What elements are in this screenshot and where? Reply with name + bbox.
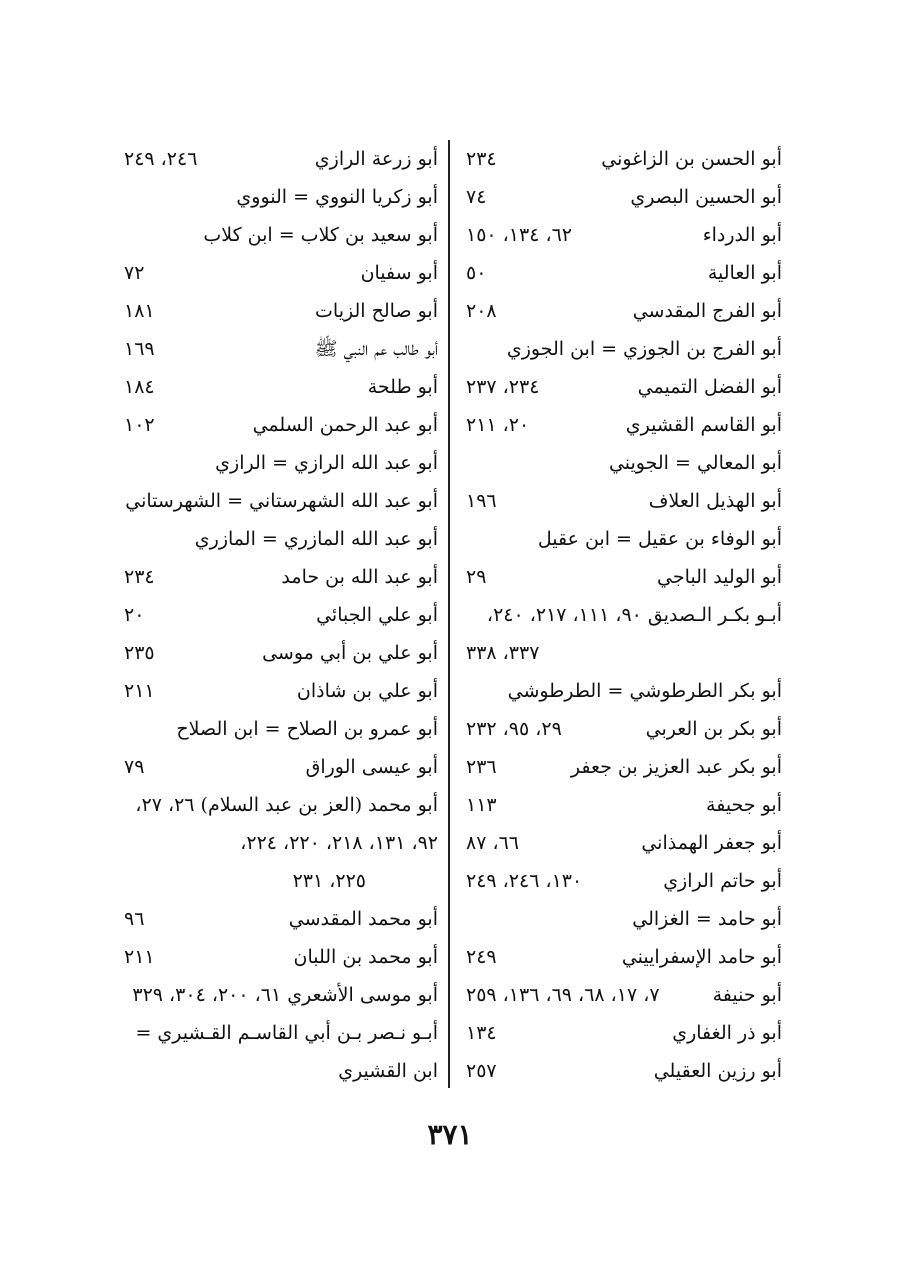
entry-pages: ٢٩، ٩٥، ٢٣٢ [466,718,562,740]
entry-name: أبو الهذيل العلاف [648,490,782,512]
index-entry [460,292,782,330]
index-entry [460,862,782,900]
index-entry [460,330,782,368]
entry-name: أبو زرعة الرازي [314,148,438,170]
index-entry [460,178,782,216]
index-entry [460,596,782,634]
entry-name: أبو محمد (العز بن عبد السلام) ٢٦، ٢٧، [135,794,438,816]
entry-name: أبو سعيد بن كلاب = ابن كلاب [203,224,438,246]
entry-name: أبو علي بن شاذان [296,680,438,702]
index-entry [460,748,782,786]
index-entry [460,900,782,938]
entry-name: أبو الحسين البصري [630,186,782,208]
entry-pages: ١١٣ [466,794,497,816]
entry-pages: ٩٦ [124,908,145,930]
index-entry [118,1052,438,1090]
index-entry [118,1014,438,1052]
entry-pages: ١٦٩ [124,338,155,360]
index-entry [118,292,438,330]
entry-pages: ١٣٠، ٢٤٦، ٢٤٩ [466,870,583,892]
index-entry [460,140,782,178]
index-entry [460,444,782,482]
entry-pages: ٢٠ [124,604,145,626]
index-entry [460,976,782,1014]
entry-name: أبو ذر الغفاري [672,1022,782,1044]
entry-pages: ٥٠ [466,262,487,284]
entry-pages: ٢٤٩ [466,946,497,968]
index-entry [118,634,438,672]
entry-name: أبو الحسن بن الزاغوني [601,148,782,170]
entry-pages: ٢٣٦ [466,756,497,778]
entry-name: أبو القاسم القشيري [625,414,782,436]
index-entry [460,482,782,520]
index-entry [460,254,782,292]
entry-name: أبو علي بن أبي موسى [262,642,438,664]
entry-name: أبو موسى الأشعري ٦١، ٢٠٠، ٣٠٤، ٣٢٩ [132,984,438,1006]
entry-pages: ١٩٦ [466,490,497,512]
entry-name: أبو عبد الله بن حامد [281,566,438,588]
entry-pages: ٢٤٦، ٢٤٩ [124,148,198,170]
index-entry [460,634,782,672]
entry-pages: ٢١١ [124,680,155,702]
entry-pages: ٦٦، ٨٧ [466,832,520,854]
entry-pages: ٣٣٧، ٣٣٨ [466,642,540,664]
entry-name: أبو بكر الطرطوشي = الطرطوشي [507,680,782,702]
entry-pages: ٢٩ [466,566,487,588]
entry-name: أبو عيسى الوراق [305,756,438,778]
index-entry [118,900,438,938]
entry-pages: ٢٥٧ [466,1060,497,1082]
entry-pages: ٢٣٥ [124,642,155,664]
entry-name: أبو محمد بن اللبان [293,946,438,968]
index-column-left [118,140,438,1090]
index-entry [460,1052,782,1090]
index-entry [118,596,438,634]
entry-pages: ٧٢ [124,262,145,284]
entry-name: أبـو نـصر بـن أبي القاسـم القـشيري = [135,1022,438,1044]
index-entry [118,824,438,862]
index-entry [118,520,438,558]
index-entry [118,558,438,596]
entry-name: أبو سفيان [360,262,438,284]
entry-name: أبو حاتم الرازي [663,870,782,892]
entry-name: أبـو بكـر الـصديق ٩٠، ١١١، ٢١٧، ٢٤٠، [486,604,782,626]
entry-name: أبو حامد الإسفراييني [621,946,782,968]
entry-pages: ٢٣٤ [466,148,497,170]
entry-name: أبو بكر بن العربي [645,718,782,740]
page-number: ٣٧١ [427,1118,473,1151]
index-entry [460,710,782,748]
entry-name: أبو صالح الزيات [315,300,438,322]
index-entry [118,786,438,824]
index-entry [118,710,438,748]
entry-name: أبو علي الجبائي [316,604,438,626]
index-entry [460,672,782,710]
index-entry [460,216,782,254]
entry-name: ٩٢، ١٣١، ٢١٨، ٢٢٠، ٢٢٤، [240,832,438,854]
index-entry [118,254,438,292]
entry-name: أبو محمد المقدسي [288,908,438,930]
entry-name: أبو الوفاء بن عقيل = ابن عقيل [537,528,782,550]
entry-name: أبو رزين العقيلي [653,1060,782,1082]
entry-name: ٢٢٥، ٢٣١ [292,870,366,892]
index-entry [118,976,438,1014]
entry-name: أبو العالية [707,262,782,284]
entry-pages: ٢٣٤ [124,566,155,588]
entry-pages: ٧، ١٧، ٦٨، ٦٩، ١٣٦، ٢٥٩ [466,984,660,1006]
entry-name: أبو حامد = الغزالي [632,908,782,930]
column-divider [448,140,450,1088]
entry-name: أبو حنيفة [712,984,782,1006]
entry-pages: ١٨١ [124,300,155,322]
entry-name: ابن القشيري [338,1060,438,1082]
entry-name: أبو الفضل التميمي [637,376,782,398]
index-entry [460,1014,782,1052]
entry-name: أبو جحيفة [706,794,782,816]
index-entry [460,824,782,862]
entry-pages: ٢١١ [124,946,155,968]
entry-name: أبو عبد الله الشهرستاني = الشهرستاني [125,490,438,512]
entry-name: أبو طالب عم النبي ﷺ [314,338,438,360]
index-entry [118,444,438,482]
entry-pages: ٢٠٨ [466,300,497,322]
entry-name: أبو عبد الرحمن السلمي [252,414,438,436]
entry-name: أبو الفرج بن الجوزي = ابن الجوزي [506,338,782,360]
entry-name: أبو الوليد الباجي [656,566,782,588]
index-entry [118,140,438,178]
entry-name: أبو طلحة [367,376,438,398]
entry-name: أبو بكر عبد العزيز بن جعفر [570,756,782,778]
index-entry [460,558,782,596]
entry-name: أبو عمرو بن الصلاح = ابن الصلاح [176,718,438,740]
entry-pages: ٢٣٤، ٢٣٧ [466,376,540,398]
entry-pages: ١٣٤ [466,1022,497,1044]
index-entry [460,406,782,444]
entry-pages: ١٨٤ [124,376,155,398]
index-entry [118,862,438,900]
index-entry [118,938,438,976]
entry-name: أبو عبد الله المازري = المازري [194,528,438,550]
entry-name: أبو زكريا النووي = النووي [236,186,438,208]
index-entry [460,520,782,558]
index-entry [460,368,782,406]
index-entry [118,406,438,444]
entry-name: أبو المعالي = الجويني [608,452,782,474]
index-entry [118,368,438,406]
entry-pages: ٧٩ [124,756,145,778]
index-entry [118,748,438,786]
index-entry [460,786,782,824]
index-entry [460,938,782,976]
entry-name: أبو الفرج المقدسي [632,300,782,322]
entry-name: أبو الدرداء [702,224,782,246]
index-entry [118,482,438,520]
entry-pages: ٦٢، ١٣٤، ١٥٠ [466,224,573,246]
index-column-right [460,140,782,1090]
entry-name: أبو جعفر الهمذاني [641,832,782,854]
index-entry [118,330,438,368]
index-entry [118,178,438,216]
entry-pages: ٧٤ [466,186,487,208]
index-entry [118,672,438,710]
entry-pages: ١٠٢ [124,414,155,436]
entry-pages: ٢٠، ٢١١ [466,414,530,436]
entry-name: أبو عبد الله الرازي = الرازي [215,452,438,474]
index-entry [118,216,438,254]
